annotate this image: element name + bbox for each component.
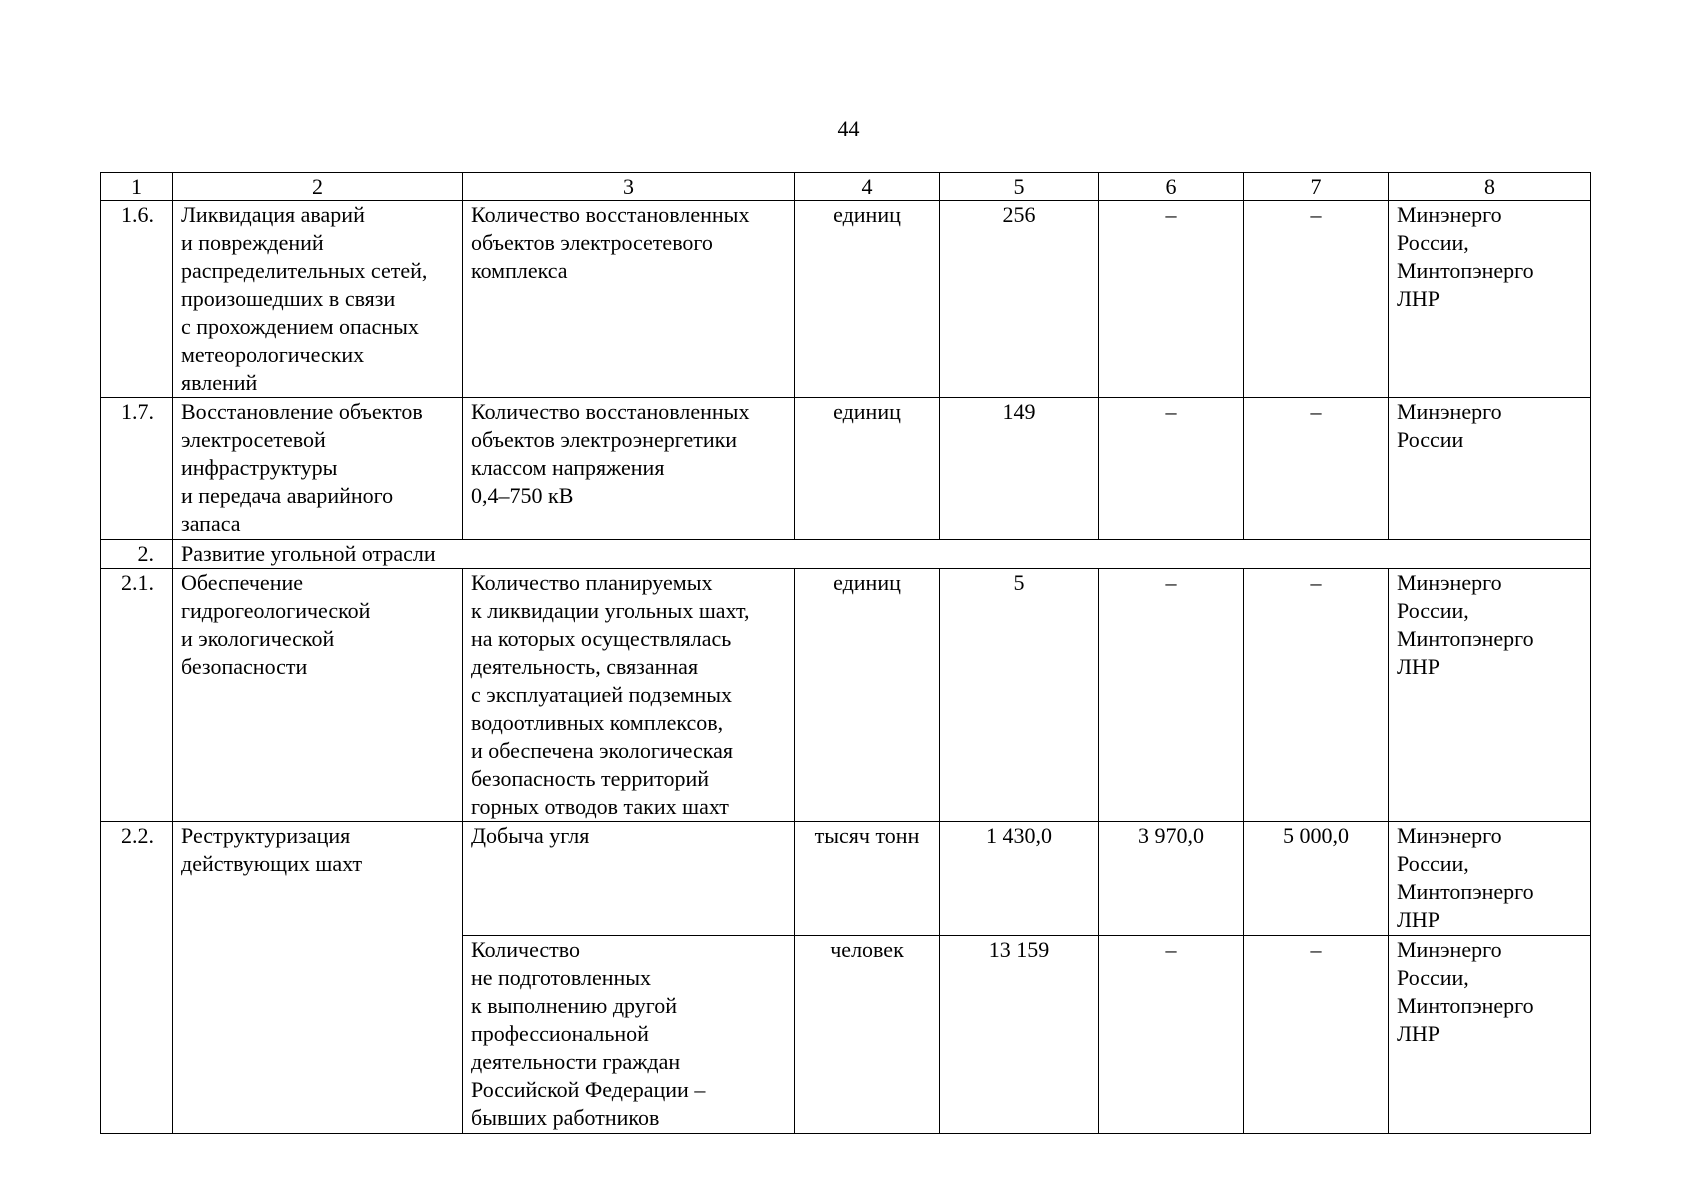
measure-cell: [173, 822, 463, 1134]
row-number: 2.2.: [101, 822, 173, 1134]
value-col5: 5: [940, 569, 1099, 822]
text-line: ЛНР: [1397, 286, 1441, 311]
section-row: [101, 540, 1591, 569]
measures-table: [100, 172, 1591, 1134]
text-line: ЛНР: [1397, 907, 1441, 932]
section-number: 2.: [101, 540, 173, 569]
text-line: безопасности: [181, 654, 308, 679]
text-line: не подготовленных: [471, 965, 652, 990]
column-number: 3: [463, 173, 795, 201]
text-line: объектов электросетевого: [471, 230, 713, 255]
column-number: 4: [795, 173, 940, 201]
text-line: Минтопэнерго: [1397, 258, 1534, 283]
column-number: 1: [101, 173, 173, 201]
unit-cell: единиц: [795, 569, 940, 822]
text-line: профессиональной: [471, 1021, 649, 1046]
text-line: ЛНР: [1397, 1021, 1441, 1046]
measure-cell: [173, 398, 463, 540]
table-row: [101, 822, 1591, 936]
text-line: действующих шахт: [181, 851, 363, 876]
column-number: 2: [173, 173, 463, 201]
row-number: 1.7.: [101, 398, 173, 540]
text-line: Минэнерго: [1397, 570, 1502, 595]
text-line: Реструктуризация: [181, 823, 351, 848]
executor-cell: [1389, 398, 1591, 540]
unit-cell: единиц: [795, 398, 940, 540]
text-line: произошедших в связи: [181, 286, 396, 311]
text-line: деятельности граждан: [471, 1049, 681, 1074]
indicator-cell: [463, 822, 795, 936]
column-number: 7: [1244, 173, 1389, 201]
indicator-cell: [463, 936, 795, 1134]
unit-cell: тысяч тонн: [795, 822, 940, 936]
value-col5: 149: [940, 398, 1099, 540]
executor-cell: [1389, 822, 1591, 936]
text-line: Минтопэнерго: [1397, 993, 1534, 1018]
text-line: явлений: [181, 370, 258, 395]
text-line: и экологической: [181, 626, 335, 651]
indicator-cell: [463, 201, 795, 398]
text-line: на которых осуществлялась: [471, 626, 732, 651]
value-col5: 13 159: [940, 936, 1099, 1134]
text-line: и обеспечена экологическая: [471, 738, 733, 763]
text-line: безопасность территорий: [471, 766, 710, 791]
text-line: ЛНР: [1397, 654, 1441, 679]
text-line: Минэнерго: [1397, 202, 1502, 227]
column-number: 5: [940, 173, 1099, 201]
text-line: бывших работников: [471, 1105, 660, 1130]
table-row: [101, 201, 1591, 398]
text-line: Ликвидация аварий: [181, 202, 365, 227]
text-line: Минэнерго: [1397, 823, 1502, 848]
executor-cell: [1389, 201, 1591, 398]
value-col7: 5 000,0: [1244, 822, 1389, 936]
page-number: 44: [837, 116, 860, 141]
text-line: России,: [1397, 965, 1469, 990]
text-line: к ликвидации угольных шахт,: [471, 598, 750, 623]
value-col6: –: [1099, 569, 1244, 822]
value-col7: –: [1244, 201, 1389, 398]
indicator-cell: [463, 569, 795, 822]
text-line: объектов электроэнергетики: [471, 427, 738, 452]
value-col7: –: [1244, 398, 1389, 540]
text-line: с эксплуатацией подземных: [471, 682, 733, 707]
value-col6: 3 970,0: [1099, 822, 1244, 936]
text-line: с прохождением опасных: [181, 314, 419, 339]
text-line: Количество планируемых: [471, 570, 713, 595]
text-line: Минтопэнерго: [1397, 879, 1534, 904]
table-row: [101, 569, 1591, 822]
text-line: России,: [1397, 851, 1469, 876]
text-line: запаса: [181, 511, 241, 536]
text-line: Российской Федерации –: [471, 1077, 706, 1102]
unit-cell: единиц: [795, 201, 940, 398]
executor-cell: [1389, 569, 1591, 822]
text-line: Минэнерго: [1397, 937, 1502, 962]
text-line: метеорологических: [181, 342, 365, 367]
text-line: 0,4–750 кВ: [471, 483, 574, 508]
text-line: Количество восстановленных: [471, 399, 750, 424]
measure-cell: [173, 201, 463, 398]
executor-cell: [1389, 936, 1591, 1134]
measure-cell: [173, 569, 463, 822]
column-number: 8: [1389, 173, 1591, 201]
text-line: к выполнению другой: [471, 993, 677, 1018]
value-col6: –: [1099, 201, 1244, 398]
text-line: комплекса: [471, 258, 568, 283]
text-line: электросетевой: [181, 427, 326, 452]
column-number-row: [101, 173, 1591, 201]
text-line: деятельность, связанная: [471, 654, 699, 679]
indicator-cell: [463, 398, 795, 540]
text-line: Минтопэнерго: [1397, 626, 1534, 651]
value-col6: –: [1099, 936, 1244, 1134]
column-number: 6: [1099, 173, 1244, 201]
text-line: Минэнерго: [1397, 399, 1502, 424]
text-line: и передача аварийного: [181, 483, 394, 508]
text-line: России,: [1397, 230, 1469, 255]
text-line: России,: [1397, 598, 1469, 623]
unit-cell: человек: [795, 936, 940, 1134]
text-line: Количество восстановленных: [471, 202, 750, 227]
value-col7: –: [1244, 569, 1389, 822]
row-number: 1.6.: [101, 201, 173, 398]
table-row: [101, 398, 1591, 540]
value-col6: –: [1099, 398, 1244, 540]
text-line: инфраструктуры: [181, 455, 338, 480]
text-line: классом напряжения: [471, 455, 665, 480]
text-line: горных отводов таких шахт: [471, 794, 729, 819]
row-number: 2.1.: [101, 569, 173, 822]
value-col7: –: [1244, 936, 1389, 1134]
value-col5: 256: [940, 201, 1099, 398]
text-line: и повреждений: [181, 230, 324, 255]
text-line: Обеспечение: [181, 570, 303, 595]
text-line: Восстановление объектов: [181, 399, 423, 424]
text-line: распределительных сетей,: [181, 258, 428, 283]
value-col5: 1 430,0: [940, 822, 1099, 936]
text-line: водоотливных комплексов,: [471, 710, 724, 735]
section-title: Развитие угольной отрасли: [173, 540, 1591, 569]
text-line: Добыча угля: [471, 823, 590, 848]
text-line: гидрогеологической: [181, 598, 371, 623]
text-line: России: [1397, 427, 1464, 452]
text-line: Количество: [471, 937, 581, 962]
